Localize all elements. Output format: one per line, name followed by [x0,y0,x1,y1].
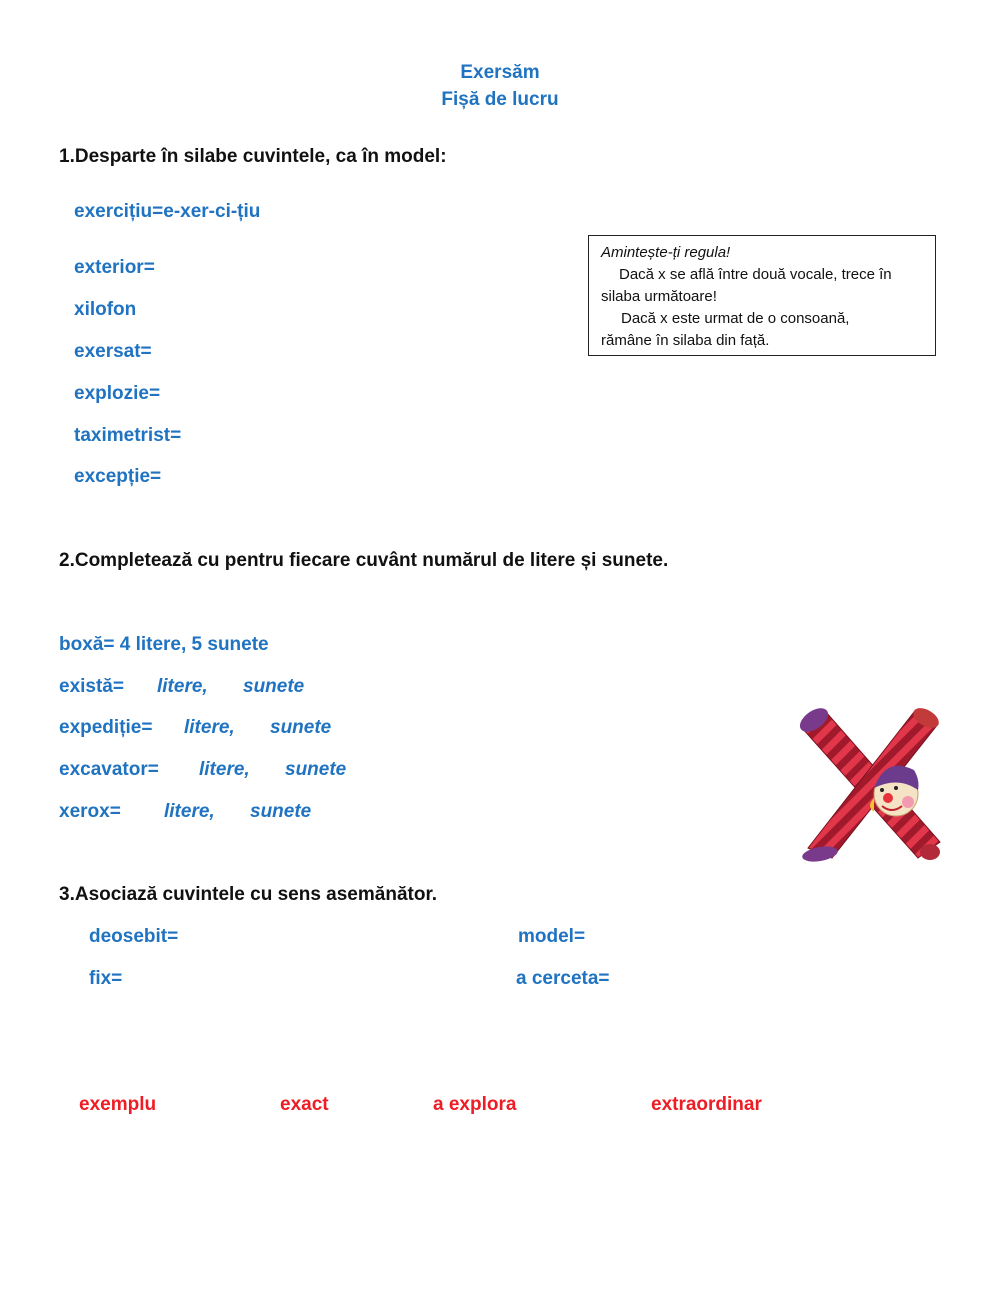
rule-box [588,235,936,356]
section2-sunete: sunete [250,801,312,822]
rule-box-line: Dacă x se află între două vocale, trece în [619,266,892,283]
section1-word: explozie= [74,383,161,404]
section1-heading: 1.Desparte în silabe cuvintele, ca în model: [59,146,447,167]
section2-word: expediție= [59,717,153,738]
page-title: Exersăm [460,62,540,83]
section2-word: există= [59,676,124,697]
page-subtitle: Fișă de lucru [441,89,559,110]
word-bank-item[interactable]: exact [280,1094,329,1115]
section2-sunete: sunete [243,676,305,697]
section2-litere: litere, [164,801,215,822]
section2-sunete: sunete [285,759,347,780]
letter-x-clown-icon [796,706,944,864]
word-bank-item[interactable]: extraordinar [651,1094,762,1115]
section1-word: taximetrist= [74,425,182,446]
section2-litere: litere, [184,717,235,738]
section2-word: excavator= [59,759,159,780]
section3-left-word: deosebit= [89,926,179,947]
word-bank-item[interactable]: exemplu [79,1094,157,1115]
section1-word: xilofon [74,299,137,320]
section1-word: exterior= [74,257,155,278]
rule-box-line: Dacă x este urmat de o consoană, [621,310,850,327]
section3-right-word: a cerceta= [516,968,610,989]
section3-left-word: fix= [89,968,123,989]
section1-model: exercițiu=e-xer-ci-țiu [74,201,261,222]
section1-word: exersat= [74,341,152,362]
section2-example: boxă= 4 litere, 5 sunete [59,634,269,655]
section3-heading: 3.Asociază cuvintele cu sens asemănător. [59,884,438,905]
section3-right-word: model= [518,926,586,947]
section2-litere: litere, [199,759,250,780]
rule-box-line: rămâne în silaba din față. [601,332,770,349]
section2-sunete: sunete [270,717,332,738]
rule-box-title: Amintește-ți regula! [601,244,731,261]
word-bank-item[interactable]: a explora [433,1094,517,1115]
section2-word: xerox= [59,801,121,822]
section2-litere: litere, [157,676,208,697]
section2-heading: 2.Completează cu pentru fiecare cuvânt numărul de litere și sunete. [59,550,669,571]
rule-box-line: silaba următoare! [601,288,717,305]
section1-word: excepție= [74,466,162,487]
